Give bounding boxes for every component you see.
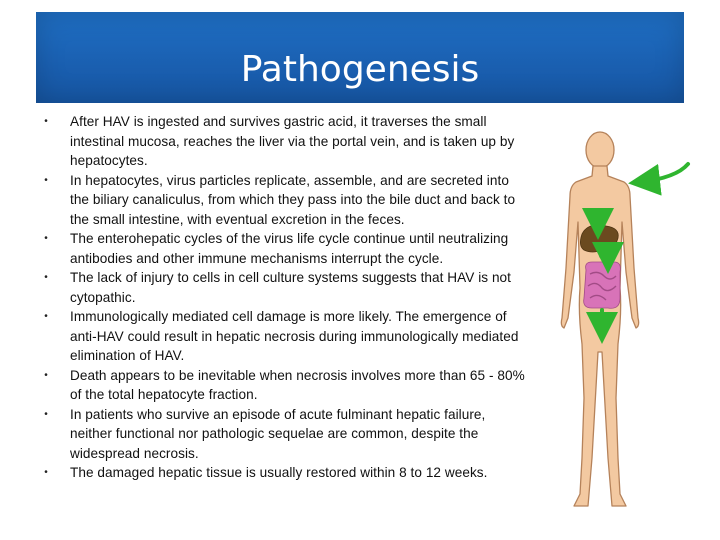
bullet-text: The damaged hepatic tissue is usually restored within 8 to 12 weeks. [70, 465, 488, 480]
bullet-text: The enterohepatic cycles of the virus life cycle continue until neutralizing antibodies and other immune mechanisms interrupt the cycle. [70, 231, 509, 266]
bullet-text: In hepatocytes, virus particles replicate, assemble, and are secreted into the biliary canaliculus, from which they pass into the bile duct and back to the small intestine, with eventual excretion in the feces. [70, 172, 516, 227]
human-body-enterohepatic-cycle-icon [558, 122, 698, 520]
list-item [40, 171, 526, 230]
title-banner [36, 12, 684, 103]
bullet-icon: • [44, 233, 48, 244]
bullet-icon: • [44, 272, 48, 283]
list-item [40, 268, 526, 307]
bullet-icon: • [44, 408, 48, 420]
bullet-icon: • [44, 116, 48, 127]
list-item [40, 229, 526, 268]
bullet-text: Death appears to be inevitable when necrosis involves more than 65 - 80% of the total hepatocyte fraction. [70, 367, 525, 402]
list-item [40, 405, 526, 464]
bullet-icon: • [44, 311, 48, 322]
arrow-ingestion-icon [640, 164, 688, 182]
list-item [40, 112, 526, 171]
bullet-list [40, 112, 526, 483]
list-item [40, 307, 526, 366]
bullet-icon: • [44, 174, 48, 186]
list-item [40, 366, 526, 405]
bullet-icon: • [44, 369, 48, 381]
bullet-text: In patients who survive an episode of acute fulminant hepatic failure, neither functional nor pathologic sequelae are common, despite the widespread necrosis. [70, 406, 486, 461]
bullet-icon: • [44, 467, 48, 478]
slide-title: Pathogenesis [240, 49, 480, 90]
intestine-icon [584, 262, 621, 308]
list-item [40, 463, 526, 483]
bullet-text: The lack of injury to cells in cell culture systems suggests that HAV is not cytopathic. [70, 270, 511, 305]
bullet-text: Immunologically mediated cell damage is more likely. The emergence of anti-HAV could result in hepatic necrosis during immunologically mediated elimination of HAV. [70, 309, 519, 363]
bullet-text: After HAV is ingested and survives gastric acid, it traverses the small intestinal mucosa, reaches the liver via the portal vein, and is taken up by hepatocytes. [70, 114, 515, 168]
